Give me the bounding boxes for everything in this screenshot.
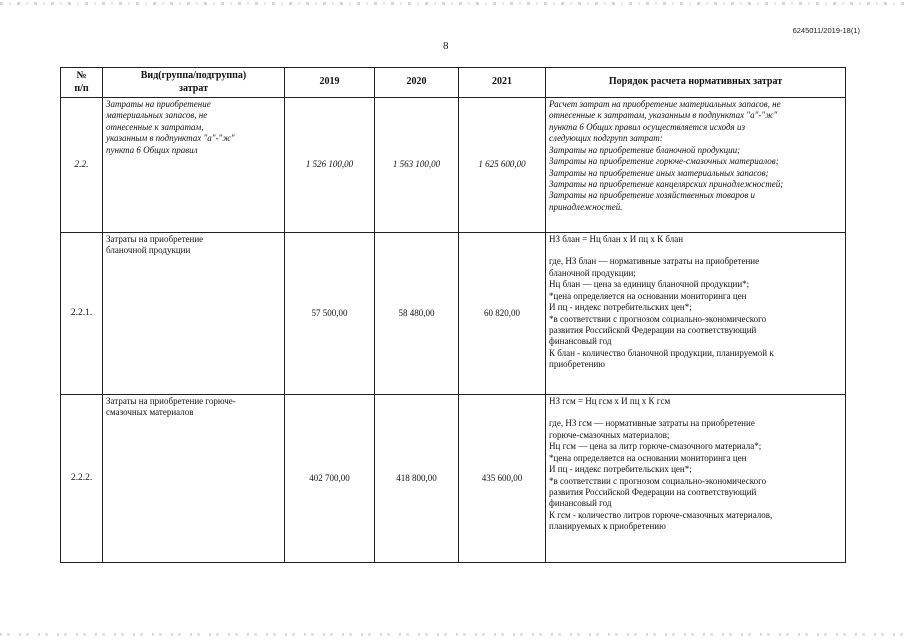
calculation-method [546, 233, 846, 395]
desc-line: финансовый год [549, 498, 612, 509]
name-line: материальных запасов, не [106, 110, 208, 121]
desc-line: следующих подгрупп затрат: [549, 133, 663, 144]
page-number: 8 [443, 40, 449, 52]
desc-line: развития Российской Федерации на соответствующий [549, 486, 757, 497]
value-2021: 60 820,00 [459, 233, 546, 395]
desc-line: бланочной продукции; [549, 267, 636, 278]
header-2021: 2021 [459, 68, 546, 98]
calculation-method [546, 395, 846, 563]
calculation-method [546, 98, 846, 233]
value-2020: 418 800,00 [375, 395, 459, 563]
desc-line: Затраты на приобретение горюче-смазочных материалов; [549, 156, 779, 167]
header-2019: 2019 [285, 68, 375, 98]
desc-line: где, НЗ гсм — нормативные затраты на приобретение [549, 418, 755, 429]
row-number: 2.2. [61, 98, 103, 233]
desc-line: К гсм - количество литров горюче-смазочных материалов, [549, 509, 773, 520]
desc-line: отнесенные к затратам, указанным в подпунктах "а"-"ж" [549, 110, 778, 121]
document-id: 6245011/2019-18(1) [792, 26, 860, 35]
scan-noise-top [0, 2, 905, 5]
row-number: 2.2.1. [61, 233, 103, 395]
desc-line: планируемых к приобретению [549, 521, 666, 532]
desc-line: пункта 6 Общих правил осуществляется исходя из [549, 121, 745, 132]
row-cost-type [103, 98, 285, 233]
table-row [61, 395, 846, 563]
row-number: 2.2.2. [61, 395, 103, 563]
desc-line: принадлежностей. [549, 201, 623, 212]
name-line: Затраты на приобретение [106, 234, 204, 244]
desc-line: Затраты на приобретение канцелярских принадлежностей; [549, 178, 784, 189]
row-cost-type [103, 395, 285, 563]
name-line: отнесенные к затратам, [106, 121, 204, 132]
table-row [61, 233, 846, 395]
name-line: пункта 6 Общих правил [106, 144, 198, 155]
desc-line: где, НЗ блан — нормативные затраты на приобретение [549, 256, 760, 267]
desc-line: финансовый год [549, 336, 612, 347]
value-2020: 58 480,00 [375, 233, 459, 395]
value-2019: 57 500,00 [285, 233, 375, 395]
scan-noise-bottom [0, 633, 905, 636]
value-2021: 1 625 600,00 [459, 98, 546, 233]
formula: НЗ гсм = Нц гсм х И пц х К гсм [549, 396, 671, 406]
desc-line: приобретению [549, 359, 605, 370]
header-method: Порядок расчета нормативных затрат [546, 68, 846, 98]
value-2019: 1 526 100,00 [285, 98, 375, 233]
desc-line: И пц - индекс потребительских цен*; [549, 464, 692, 475]
desc-line: Затраты на приобретение хозяйственных товаров и [549, 190, 756, 201]
cost-table [60, 67, 846, 563]
desc-line: развития Российской Федерации на соответствующий [549, 324, 757, 335]
value-2020: 1 563 100,00 [375, 98, 459, 233]
desc-line: Затраты на приобретение иных материальных запасов; [549, 167, 769, 178]
row-cost-type [103, 233, 285, 395]
table-row [61, 98, 846, 233]
header-no: № п/п [61, 68, 103, 98]
desc-line: *в соответствии с прогнозом социально-экономического [549, 475, 767, 486]
header-row [61, 68, 846, 98]
name-line: смазочных материалов [106, 407, 194, 418]
desc-line: Нц гсм — цена за литр горюче-смазочного материала*; [549, 441, 762, 452]
desc-line: Затраты на приобретение бланочной продукции; [549, 144, 741, 155]
desc-line: *цена определяется на основании мониторинга цен [549, 452, 747, 463]
formula: НЗ блан = Нц блан х И пц х К блан [549, 234, 684, 244]
name-line: бланочной продукции [106, 245, 191, 256]
value-2021: 435 600,00 [459, 395, 546, 563]
desc-line: Расчет затрат на приобретение материальных запасов, не [549, 99, 781, 109]
desc-line: Нц блан — цена за единицу бланочной продукции*; [549, 279, 750, 290]
desc-line: горюче-смазочных материалов; [549, 429, 670, 440]
header-type: Вид(группа/подгруппа) затрат [103, 68, 285, 98]
name-line: Затраты на приобретение горюче- [106, 396, 236, 406]
header-2020: 2020 [375, 68, 459, 98]
desc-line: И пц - индекс потребительских цен*; [549, 302, 692, 313]
name-line: Затраты на приобретение [106, 99, 211, 109]
desc-line: *цена определяется на основании мониторинга цен [549, 290, 747, 301]
desc-line: К блан - количество бланочной продукции, планируемой к [549, 347, 774, 358]
desc-line: *в соответствии с прогнозом социально-экономического [549, 313, 767, 324]
value-2019: 402 700,00 [285, 395, 375, 563]
name-line: указанным в подпунктах "а"-"ж" [106, 133, 235, 144]
